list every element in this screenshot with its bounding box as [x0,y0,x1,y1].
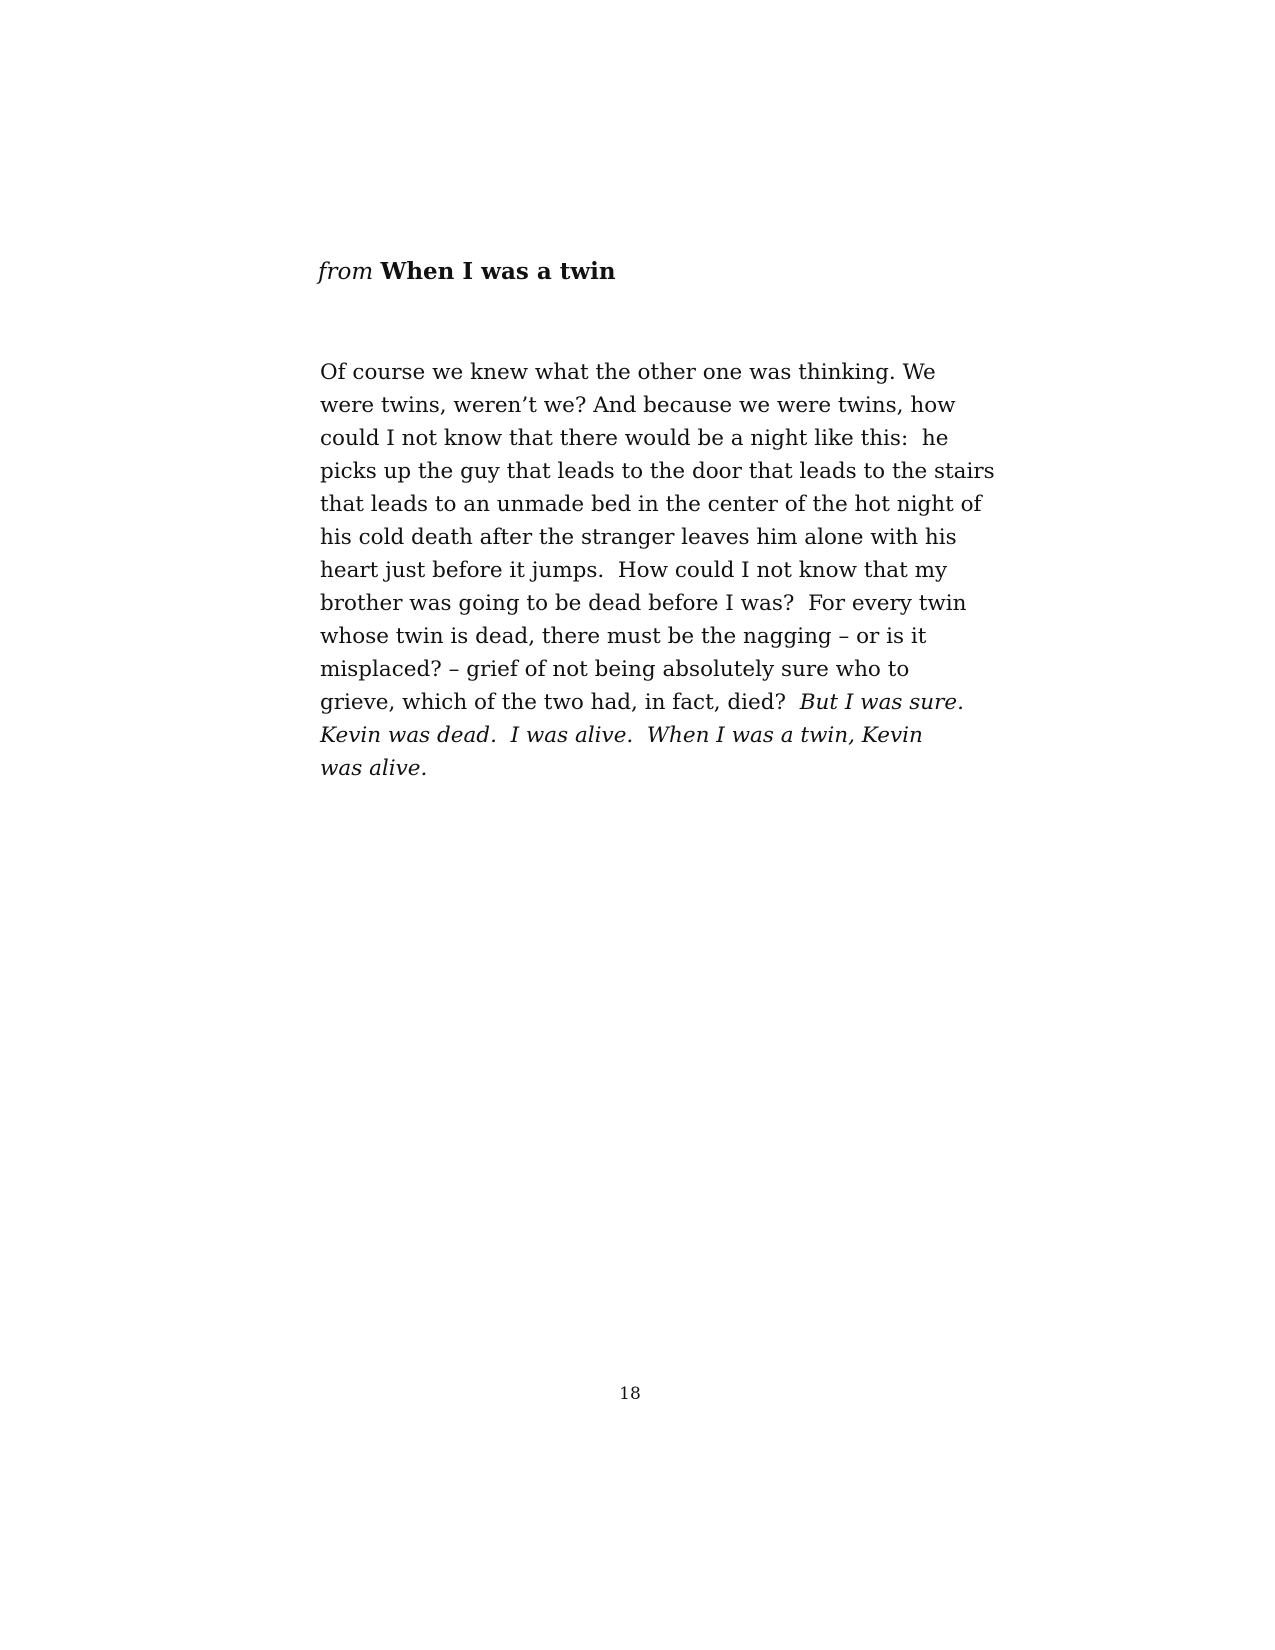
body-line: were twins, weren’t we? And because we were twins, how [320,393,956,418]
body-line: Of course we knew what the other one was thinking. We [320,360,936,385]
body-line-italic: Kevin was dead. I was alive. When I was a twin, Kevin [320,723,923,748]
body-line: that leads to an unmade bed in the center of the hot night of [320,492,982,517]
poem-title [318,256,616,288]
body-line-mixed [320,686,964,719]
body-line: heart just before it jumps. How could I not know that my [320,558,948,583]
body-line-plain-part: grieve, which of the two had, in fact, died? [320,690,800,715]
title-name: When I was a twin [380,258,616,285]
body-line: brother was going to be dead before I was? For every twin [320,591,967,616]
page-number: 18 [619,1384,641,1404]
body-line: whose twin is dead, there must be the nagging – or is it [320,624,927,649]
poem-body [320,356,995,785]
body-line: misplaced? – grief of not being absolutely sure who to [320,657,910,682]
body-line: picks up the guy that leads to the door that leads to the stairs [320,459,995,484]
body-line-italic-part: But I was sure. [799,690,964,715]
body-line: his cold death after the stranger leaves him alone with his [320,525,957,550]
title-prefix: from [318,259,374,285]
body-line-italic: was alive. [320,756,428,781]
body-line: could I not know that there would be a night like this: he [320,426,949,451]
